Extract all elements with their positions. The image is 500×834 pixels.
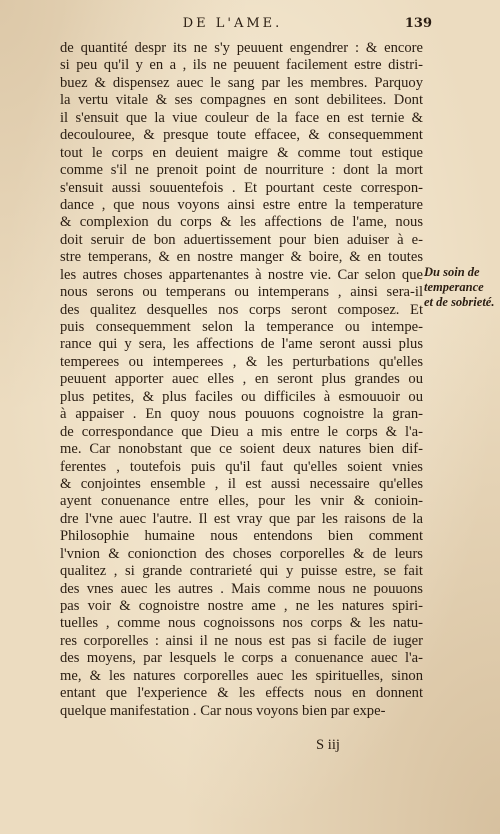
marginal-note-line: et de sobrieté. <box>424 295 495 309</box>
marginal-note-line: Du soin de <box>424 265 480 279</box>
text-line: quelque manifestation . Car nous voyons bien par expe- <box>60 702 386 719</box>
text-line: l'vnion & conionction des choses corporelles & de leurs <box>60 545 423 562</box>
text-line: à appaiser . En quoy nous pouuons cognoistre la gran- <box>60 406 423 423</box>
text-line: des qualitez desquelles nos corps seront composez. Et <box>60 301 423 318</box>
text-line: qualitez , si grande contrarieté qui y puisse estre, se fait <box>60 563 423 580</box>
text-line: dre l'vne auec l'autre. Il est vray que par les raisons de la <box>60 510 423 527</box>
text-line: de correspondance que Dieu a mis entre le corps & l'a- <box>60 423 423 440</box>
text-line: dance , que nous voyons ainsi estre entre la temperature <box>60 196 423 213</box>
text-line: Philosophie humaine nous entendons bien comment <box>60 528 423 545</box>
text-line: tout le corps en deuient maigre & comme tout estique <box>60 144 423 161</box>
text-line: & conjointes ensemble , il est aussi necessaire qu'elles <box>60 475 423 492</box>
text-line: doit seruir de bon aduertissement pour bien aduiser à e- <box>60 231 423 248</box>
text-line: pas voir & cognoistre nostre ame , ne les natures spiri- <box>60 598 423 614</box>
marginal-note-line: temperance <box>424 280 484 294</box>
text-line: des moyens, par lesquels le corps a conuenance auec l'a- <box>60 650 423 667</box>
text-line: peuuent apporter auec elles , en seront plus grandes ou <box>60 371 423 388</box>
text-line: entant que l'experience & les effects nous en donnent <box>60 685 423 702</box>
text-line: des vnes auec les autres . Mais comme nous ne pouuons <box>60 580 423 597</box>
body-text <box>60 40 423 720</box>
text-line: & complexion du corps & les affections de l'ame, nous <box>60 214 423 231</box>
signature-mark: S iij <box>316 737 340 753</box>
text-line: buez & dispensez auec le sang par les membres. Parquoy <box>60 74 423 91</box>
text-line: ayent conuenance entre elles, pour les vnir & conioin- <box>60 493 423 510</box>
text-line: de quantité despr its ne s'y peuuent engendrer : & encore <box>60 40 423 56</box>
text-line: stre temperans, & en nostre manger & boire, & en toutes <box>60 249 423 266</box>
text-line: nous serons ou temperans ou intemperans , ainsi sera-il <box>60 284 423 301</box>
marginal-note <box>424 265 498 310</box>
page-number: 139 <box>404 16 432 31</box>
running-head: DE L'AME. <box>182 16 283 31</box>
text-line: si peu qu'il y en a , ils ne peuuent facilement estre distri- <box>60 57 423 74</box>
text-line: me. Car nonobstant que ce soient deux natures bien dif- <box>60 441 423 458</box>
text-line: temperees ou intemperees , & les perturbations qu'elles <box>60 353 423 370</box>
text-line: comme s'il ne prenoit point de nourriture : dont la mort <box>60 162 423 179</box>
text-line: decoulouree, & presque toute effacee, & consequemment <box>60 127 423 144</box>
text-line: rance qui y sera, les affections de l'ame seront aussi plus <box>60 336 423 353</box>
text-line: la vertu vitale & ses compagnes en sont debilitees. Dont <box>60 92 423 109</box>
text-line: res corporelles : ainsi il ne nous est pas si facile de iuger <box>60 632 423 649</box>
text-line: me, & les natures corporelles auec les spirituelles, sinon <box>60 667 423 684</box>
text-line: ferentes , toutefois puis qu'il faut qu'elles soient vnies <box>60 458 423 475</box>
text-line: s'ensuit aussi souuentefois . Et pourtant ceste correspon- <box>60 179 423 196</box>
text-line: tuelles , comme nous cognoissons nos corps & les natu- <box>60 615 423 632</box>
page-header <box>60 16 432 34</box>
text-line: il s'ensuit que la viue couleur de la face en est ternie & <box>60 109 423 126</box>
text-line: puis consequemment selon la temperance ou intempe- <box>60 319 423 335</box>
text-line: plus petites, & plus faciles ou difficiles à esmouuoir ou <box>60 388 423 405</box>
text-line: les autres choses appartenantes à nostre vie. Car selon que <box>60 266 423 283</box>
